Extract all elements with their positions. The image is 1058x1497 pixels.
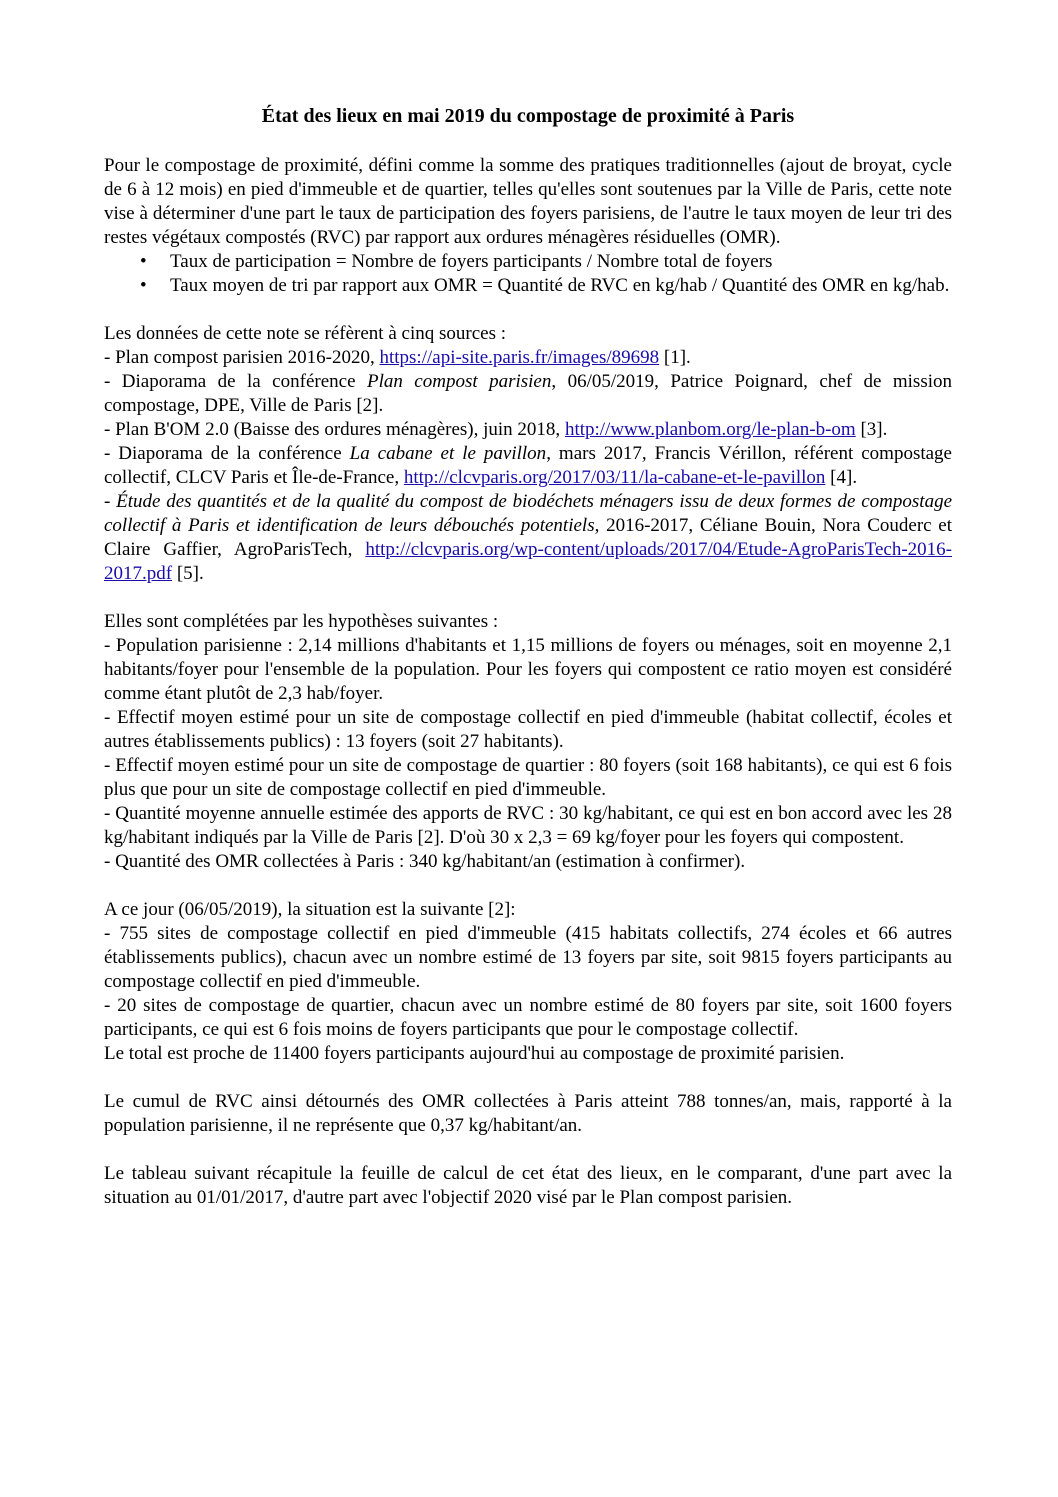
source-1-link[interactable]: https://api-site.paris.fr/images/89698 xyxy=(379,347,660,368)
tableau-paragraph: Le tableau suivant récapitule la feuille de calcul de cet état des lieux, en le comparant, d'une part avec la situation au 01/01/2017, d'autre part avec l'objectif 2020 visé par le Plan compost parisien. xyxy=(104,1163,952,1208)
situation-item: - 20 sites de compostage de quartier, chacun avec un nombre estimé de 80 foyers par site, soit 1600 foyers participants, ce qui est 6 fois moins de foyers participants que pour le compostage collectif. xyxy=(104,995,952,1040)
document-page xyxy=(104,104,952,1210)
list-item xyxy=(104,274,952,298)
hypothesis-item: - Effectif moyen estimé pour un site de compostage de quartier : 80 foyers (soit 168 habitants), ce qui est 6 fois plus que pour un site de compostage collectif en pied d'immeuble. xyxy=(104,755,952,800)
definition-participation: Taux de participation = Nombre de foyers participants / Nombre total de foyers xyxy=(170,251,773,272)
bullet-icon: • xyxy=(140,251,147,272)
bullet-icon: • xyxy=(140,275,147,296)
source-3-link[interactable]: http://www.planbom.org/le-plan-b-om xyxy=(564,419,856,440)
source-5: - Étude des quantités et de la qualité du compost de biodéchets ménagers issu de deux formes de compostage collectif à Paris et identification de leurs débouchés potentiels, 2016-2017, Céliane Bouin, Nora Couderc et Claire Gaffier, AgroParisTech, http://clcvparis.org/wp-content/uploads/2017/04/Etude-AgroParisTech-2016-2017.pdf [5]. xyxy=(104,491,952,584)
cumul-paragraph: Le cumul de RVC ainsi détournés des OMR collectées à Paris atteint 788 tonnes/an, mais, rapporté à la population parisienne, il ne représente que 0,37 kg/habitant/an. xyxy=(104,1091,952,1136)
hypothesis-item: - Population parisienne : 2,14 millions d'habitants et 1,15 millions de foyers ou ménages, soit en moyenne 2,1 habitants/foyer pour l'ensemble de la population. Pour les foyers qui compostent ce ratio moyen est considéré comme étant plutôt de 2,3 hab/foyer. xyxy=(104,635,952,704)
sources-heading: Les données de cette note se réfèrent à cinq sources : xyxy=(104,323,506,344)
hypotheses-heading: Elles sont complétées par les hypothèses suivantes : xyxy=(104,611,499,632)
source-5-link[interactable]: http://clcvparis.org/wp-content/uploads/2017/04/Etude-AgroParisTech-2016-2017.pdf xyxy=(104,539,952,584)
situation-item: - 755 sites de compostage collectif en pied d'immeuble (415 habitats collectifs, 274 écoles et 66 autres établissements publics), chacun avec un nombre estimé de 13 foyers par site, soit 9815 foyers participants au compostage collectif en pied d'immeuble. xyxy=(104,923,952,992)
intro-paragraph: Pour le compostage de proximité, défini comme la somme des pratiques traditionnelles (ajout de broyat, cycle de 6 à 12 mois) en pied d'immeuble et de quartier, telles qu'elles sont soutenues par la Ville de Paris, cette note vise à déterminer d'une part le taux de participation des foyers parisiens, de l'autre le taux moyen de leur tri des restes végétaux compostés (RVC) par rapport aux ordures ménagères résiduelles (OMR). xyxy=(104,155,952,248)
source-4: - Diaporama de la conférence La cabane et le pavillon, mars 2017, Francis Vérillon, référent compostage collectif, CLCV Paris et Île-de-France, http://clcvparis.org/2017/03/11/la-cabane-et-le-pavillon [4]. xyxy=(104,443,952,488)
source-4-link[interactable]: http://clcvparis.org/2017/03/11/la-cabane-et-le-pavillon xyxy=(403,467,826,488)
definition-tri: Taux moyen de tri par rapport aux OMR = Quantité de RVC en kg/hab / Quantité des OMR en kg/hab. xyxy=(170,275,950,296)
list-item xyxy=(104,250,952,274)
hypothesis-item: - Quantité des OMR collectées à Paris : 340 kg/habitant/an (estimation à confirmer). xyxy=(104,851,746,872)
situation-total: Le total est proche de 11400 foyers participants aujourd'hui au compostage de proximité parisien. xyxy=(104,1043,845,1064)
situation-heading: A ce jour (06/05/2019), la situation est la suivante [2]: xyxy=(104,899,516,920)
source-3: - Plan B'OM 2.0 (Baisse des ordures ménagères), juin 2018, http://www.planbom.org/le-plan-b-om [3]. xyxy=(104,419,888,440)
definitions-list xyxy=(104,250,952,298)
page-title: État des lieux en mai 2019 du compostage de proximité à Paris xyxy=(261,105,795,127)
source-1: - Plan compost parisien 2016-2020, https://api-site.paris.fr/images/89698 [1]. xyxy=(104,347,691,368)
hypothesis-item: - Effectif moyen estimé pour un site de compostage collectif en pied d'immeuble (habitat collectif, écoles et autres établissements publics) : 13 foyers (soit 27 habitants). xyxy=(104,707,952,752)
hypothesis-item: - Quantité moyenne annuelle estimée des apports de RVC : 30 kg/habitant, ce qui est en bon accord avec les 28 kg/habitant indiqués par la Ville de Paris [2]. D'où 30 x 2,3 = 69 kg/foyer pour les foyers qui compostent. xyxy=(104,803,952,848)
source-2: - Diaporama de la conférence Plan compost parisien, 06/05/2019, Patrice Poignard, chef de mission compostage, DPE, Ville de Paris [2]. xyxy=(104,371,953,416)
